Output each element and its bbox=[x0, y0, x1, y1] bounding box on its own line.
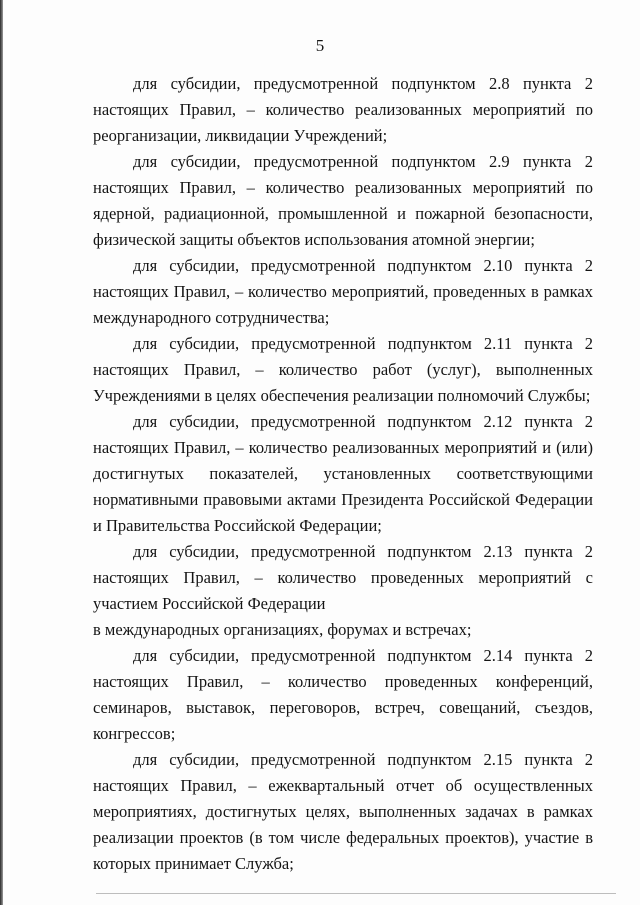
document-body bbox=[93, 71, 593, 877]
paragraph-2-8: для субсидии, предусмотренной подпунктом 2.8 пункта 2 настоящих Правил, – количество реализованных мероприятий по реорганизации, ликвидации Учреждений; bbox=[93, 74, 593, 145]
page-bottom-line bbox=[96, 893, 616, 894]
paragraph-2-13: для субсидии, предусмотренной подпунктом 2.13 пункта 2 настоящих Правил, – количество проведенных мероприятий с участием Российской Федерации bbox=[93, 542, 593, 613]
paragraph-2-9: для субсидии, предусмотренной подпунктом 2.9 пункта 2 настоящих Правил, – количество реализованных мероприятий по ядерной, радиационной, промышленной и пожарной безопасности, физической защиты объектов использования атомной энергии; bbox=[93, 152, 593, 249]
paragraph-2-12: для субсидии, предусмотренной подпунктом 2.12 пункта 2 настоящих Правил, – количество реализованных мероприятий и (или) достигнутых показателей, установленных соответствующими нормативными правовыми актами Президента Российской Федерации и Правительства Российской Федерации; bbox=[93, 412, 593, 535]
paragraph-2-10: для субсидии, предусмотренной подпунктом 2.10 пункта 2 настоящих Правил, – количество мероприятий, проведенных в рамках международного сотрудничества; bbox=[93, 256, 593, 327]
paragraph-2-15: для субсидии, предусмотренной подпунктом 2.15 пункта 2 настоящих Правил, – ежеквартальный отчет об осуществленных мероприятиях, достигнутых целях, выполненных задачах в рамках реализации проектов (в том числе федеральных проектов), участие в которых принимает Служба; bbox=[93, 750, 593, 873]
paragraph-2-14: для субсидии, предусмотренной подпунктом 2.14 пункта 2 настоящих Правил, – количество проведенных конференций, семинаров, выставок, переговоров, встреч, совещаний, съездов, конгрессов; bbox=[93, 646, 593, 743]
scan-edge bbox=[0, 0, 3, 905]
page-number: 5 bbox=[315, 36, 325, 55]
paragraph-2-11: для субсидии, предусмотренной подпунктом 2.11 пункта 2 настоящих Правил, – количество работ (услуг), выполненных Учреждениями в целях обеспечения реализации полномочий Службы; bbox=[93, 334, 593, 405]
paragraph-2-13-continued: в международных организациях, форумах и встречах; bbox=[93, 620, 472, 639]
